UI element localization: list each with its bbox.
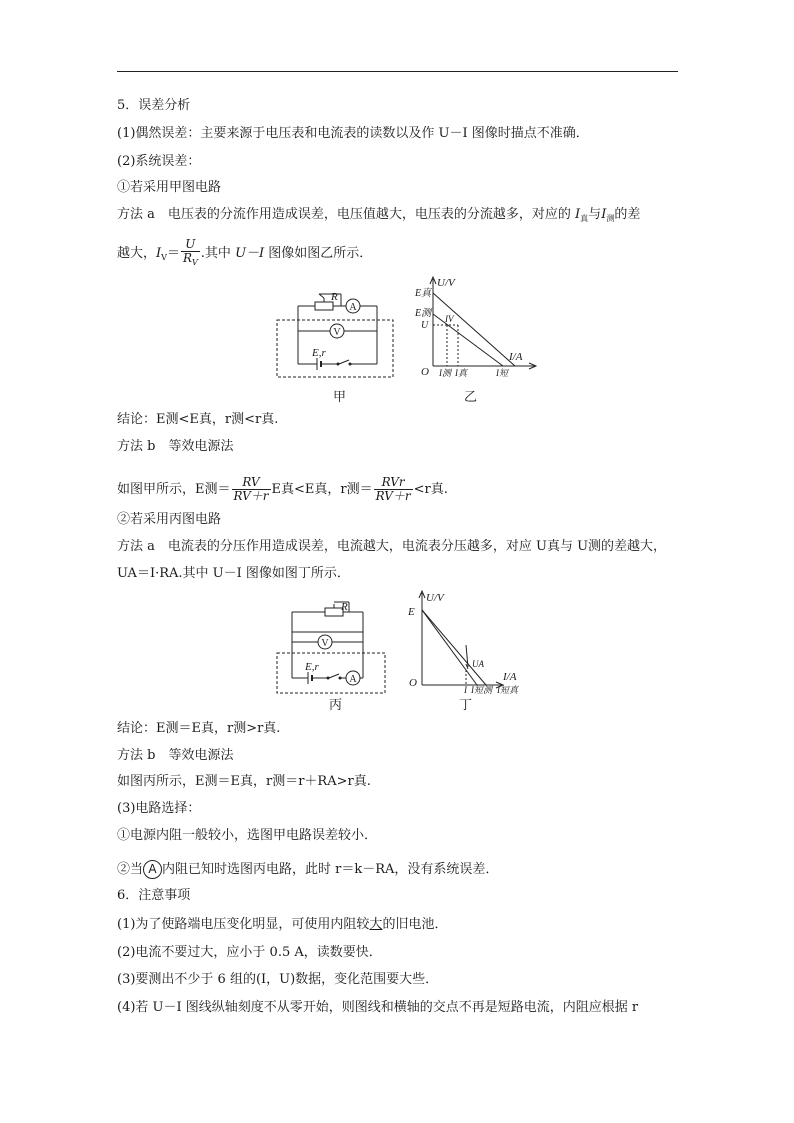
method-a-jia-line2: 越大，$I_V=$ $\frac{U}{R_V}$ .其中 U－I 图像如图乙所示． — [117, 237, 373, 267]
fraction-1 — [232, 476, 271, 503]
text: 内阻已知时选图丙电路，此时 r＝k－RA，没有系统误差． — [162, 862, 499, 877]
section-5-title: 5．误差分析 — [117, 98, 191, 113]
svg-text:I/A: I/A — [509, 351, 523, 363]
caption-bing: 丙 — [329, 698, 343, 713]
text: E真<E真，r测＝ — [271, 482, 373, 497]
note-3: (3)要测出不少于 6 组的(I，U)数据，变化范围要大些． — [117, 972, 439, 987]
svg-text:R: R — [331, 291, 338, 303]
circuit-jia — [275, 286, 405, 386]
text: 的旧电池． — [382, 917, 448, 932]
svg-text:I短: I短 — [496, 368, 508, 378]
header-rule — [117, 71, 678, 72]
svg-text:I真: I真 — [455, 368, 467, 378]
method-a-bing-line2: UA＝I·RA.其中 U－I 图像如图丁所示． — [117, 566, 350, 581]
svg-text:E测: E测 — [415, 308, 432, 319]
svg-text:I短测: I短测 — [471, 685, 492, 695]
svg-text:I测: I测 — [439, 368, 451, 378]
den-RV: $R_V$ — [182, 251, 198, 267]
resistor-R — [315, 302, 333, 310]
method-b-1: 方法 b 等效电源法 — [117, 439, 234, 454]
note-4: (4)若 U－I 图线纵轴刻度不从零开始，则图线和横轴的交点不再是短路电流，内阻应根据 r — [117, 1000, 639, 1015]
text: 方法 a 电压表的分流作用造成误差，电压值越大，电压表的分流越多，对应的 — [117, 207, 571, 222]
num-U: U — [181, 238, 200, 252]
caption-ding: 丁 — [459, 698, 473, 713]
text: <r真. — [413, 482, 448, 497]
section-3-heading: (3)电路选择： — [117, 801, 201, 816]
circuit-jia-heading: ①若采用甲图电路 — [117, 180, 222, 195]
sub-zhen: 真 — [580, 214, 589, 223]
graph-ding — [407, 590, 537, 695]
den: RV＋r — [233, 489, 269, 503]
svg-text:U/V: U/V — [426, 592, 444, 604]
section-6-title: 6．注意事项 — [117, 888, 191, 903]
circuit-bing-heading: ②若采用丙图电路 — [117, 512, 222, 527]
svg-text:I/A: I/A — [503, 671, 517, 683]
svg-text:O: O — [409, 677, 417, 689]
circuit-choice-2 — [117, 860, 498, 879]
svg-text:I: I — [464, 685, 467, 695]
svg-text:U: U — [421, 320, 429, 331]
svg-text:E,r: E,r — [305, 661, 319, 673]
graph-yi — [415, 276, 540, 376]
method-a-jia-line1 — [117, 207, 640, 227]
svg-text:U/V: U/V — [437, 277, 455, 289]
svg-text:IV: IV — [445, 314, 454, 324]
num: RV — [232, 476, 271, 490]
svg-text:V: V — [321, 638, 329, 649]
method-b-2: 方法 b 等效电源法 — [117, 748, 234, 763]
svg-text:R: R — [341, 601, 348, 613]
equivalent-source-jia — [117, 476, 448, 503]
method-a-bing-line1: 方法 a 电流表的分压作用造成误差，电流越大，电流表分压越多，对应 U真与 U测的差越大， — [117, 539, 667, 554]
text: 图像如图乙所示． — [268, 246, 373, 261]
svg-text:I短真: I短真 — [497, 685, 518, 695]
ammeter-icon: A — [143, 860, 162, 879]
true-line — [433, 293, 515, 366]
equivalent-source-bing: 如图丙所示，E测＝E真，r测＝r＋RA>r真. — [117, 774, 371, 789]
sym-I-ce: I — [601, 207, 607, 222]
caption-jia: 甲 — [333, 390, 347, 405]
true-line — [422, 610, 486, 685]
measured-line — [422, 610, 477, 685]
text: .其中 — [200, 246, 231, 261]
svg-text:O: O — [421, 366, 429, 378]
sym-I-zhen: I — [575, 207, 581, 222]
fraction-2 — [374, 476, 413, 503]
underlined-text: 大 — [369, 917, 383, 932]
text: 如图甲所示，E测＝ — [117, 482, 231, 497]
system-error: (2)系统误差： — [117, 154, 201, 169]
switch — [339, 360, 349, 364]
num: RVr — [374, 476, 413, 490]
svg-text:UA: UA — [472, 659, 484, 669]
sub-V: V — [161, 253, 167, 262]
text: 与 — [588, 207, 602, 222]
switch — [329, 674, 339, 678]
circuit-bing — [275, 600, 405, 695]
random-error: (1)偶然误差：主要来源于电压表和电流表的读数以及作 U－I 图像时描点不准确． — [117, 126, 589, 141]
svg-text:E真: E真 — [415, 288, 432, 299]
fraction-U-RV — [181, 238, 200, 269]
svg-text:A: A — [349, 302, 357, 313]
circuit-choice-1: ①电源内阻一般较小，选图甲电路误差较小． — [117, 828, 378, 843]
text: ②当 — [117, 862, 144, 877]
den: RV＋r — [375, 489, 411, 503]
sub-ce: 测 — [606, 214, 615, 223]
text: (1)为了使路端电压变化明显，可使用内阻较 — [117, 917, 370, 932]
text: 越大， — [117, 246, 157, 261]
conclusion-2: 结论：E测＝E真，r测>r真. — [117, 721, 281, 736]
svg-text:A: A — [349, 674, 357, 685]
text: U－I — [235, 246, 265, 261]
conclusion-1: 结论：E测<E真，r测<r真. — [117, 412, 279, 427]
svg-text:E,r: E,r — [312, 347, 326, 359]
note-1 — [117, 917, 447, 933]
caption-yi: 乙 — [464, 390, 478, 405]
note-2: (2)电流不要过大，应小于 0.5 A，读数要快． — [117, 945, 382, 960]
svg-text:V: V — [333, 327, 341, 338]
svg-text:E: E — [408, 606, 415, 618]
measured-line — [433, 314, 503, 366]
text: 的差 — [614, 207, 641, 222]
dashed-box — [277, 653, 385, 693]
sym-IV: I — [156, 246, 162, 261]
